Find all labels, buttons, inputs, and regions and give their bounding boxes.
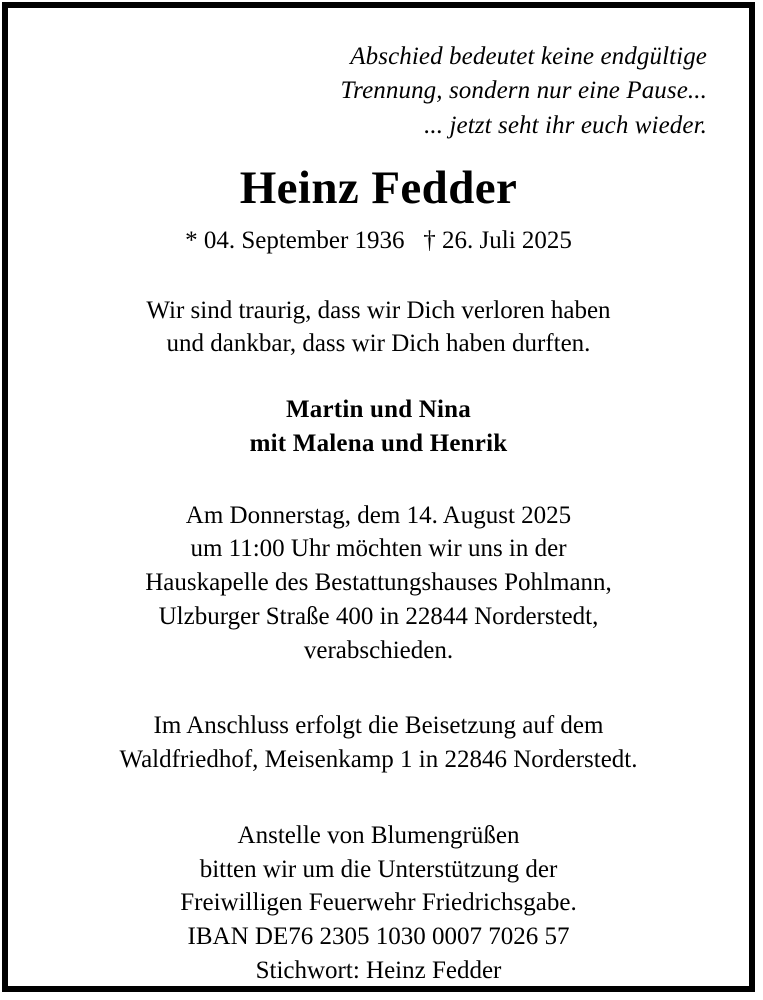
burial-details [42, 709, 715, 777]
service-line-2: um 11:00 Uhr möchten wir uns in der [190, 535, 567, 563]
service-line-1: Am Donnerstag, dem 14. August 2025 [185, 501, 572, 529]
family-line-1: Martin und Nina [286, 396, 471, 423]
family-signature [42, 393, 715, 461]
family-line-2: mit Malena und Henrik [249, 429, 508, 457]
donation-line-3: Freiwilligen Feuerwehr Friedrichsgabe. [180, 889, 577, 917]
deceased-dates: * 04. September 1936 † 26. Juli 2025 [185, 226, 572, 254]
lament-line-2: und dankbar, dass wir Dich haben durften. [166, 330, 591, 358]
service-details [42, 499, 715, 668]
service-line-5: verabschieden. [303, 636, 454, 664]
donation-iban: IBAN DE76 2305 1030 0007 7026 57 [187, 923, 570, 950]
epigraph [42, 40, 715, 143]
burial-line-2: Waldfriedhof, Meisenkamp 1 in 22846 Norderstedt. [119, 746, 638, 773]
service-line-3: Hauskapelle des Bestattungshauses Pohlmann, [145, 569, 612, 596]
burial-line-1: Im Anschluss erfolgt die Beisetzung auf dem [153, 712, 604, 740]
donation-request [42, 819, 715, 988]
lament-line-1: Wir sind traurig, dass wir Dich verloren haben [146, 296, 611, 324]
lament-text [42, 294, 715, 362]
deceased-name: Heinz Fedder [239, 161, 518, 214]
obituary-notice [2, 2, 755, 992]
epigraph-line-3: ... jetzt seht ihr euch wieder. [424, 111, 707, 139]
service-line-4: Ulzburger Straße 400 in 22844 Norderstedt, [158, 602, 599, 630]
donation-reference: Stichwort: Heinz Fedder [255, 956, 502, 984]
epigraph-line-1: Abschied bedeutet keine endgültige [350, 43, 707, 70]
donation-line-2: bitten wir um die Unterstützung der [199, 855, 558, 883]
notice-content [8, 8, 749, 986]
donation-line-1: Anstelle von Blumengrüßen [237, 821, 520, 849]
epigraph-line-2: Trennung, sondern nur eine Pause... [340, 77, 707, 105]
